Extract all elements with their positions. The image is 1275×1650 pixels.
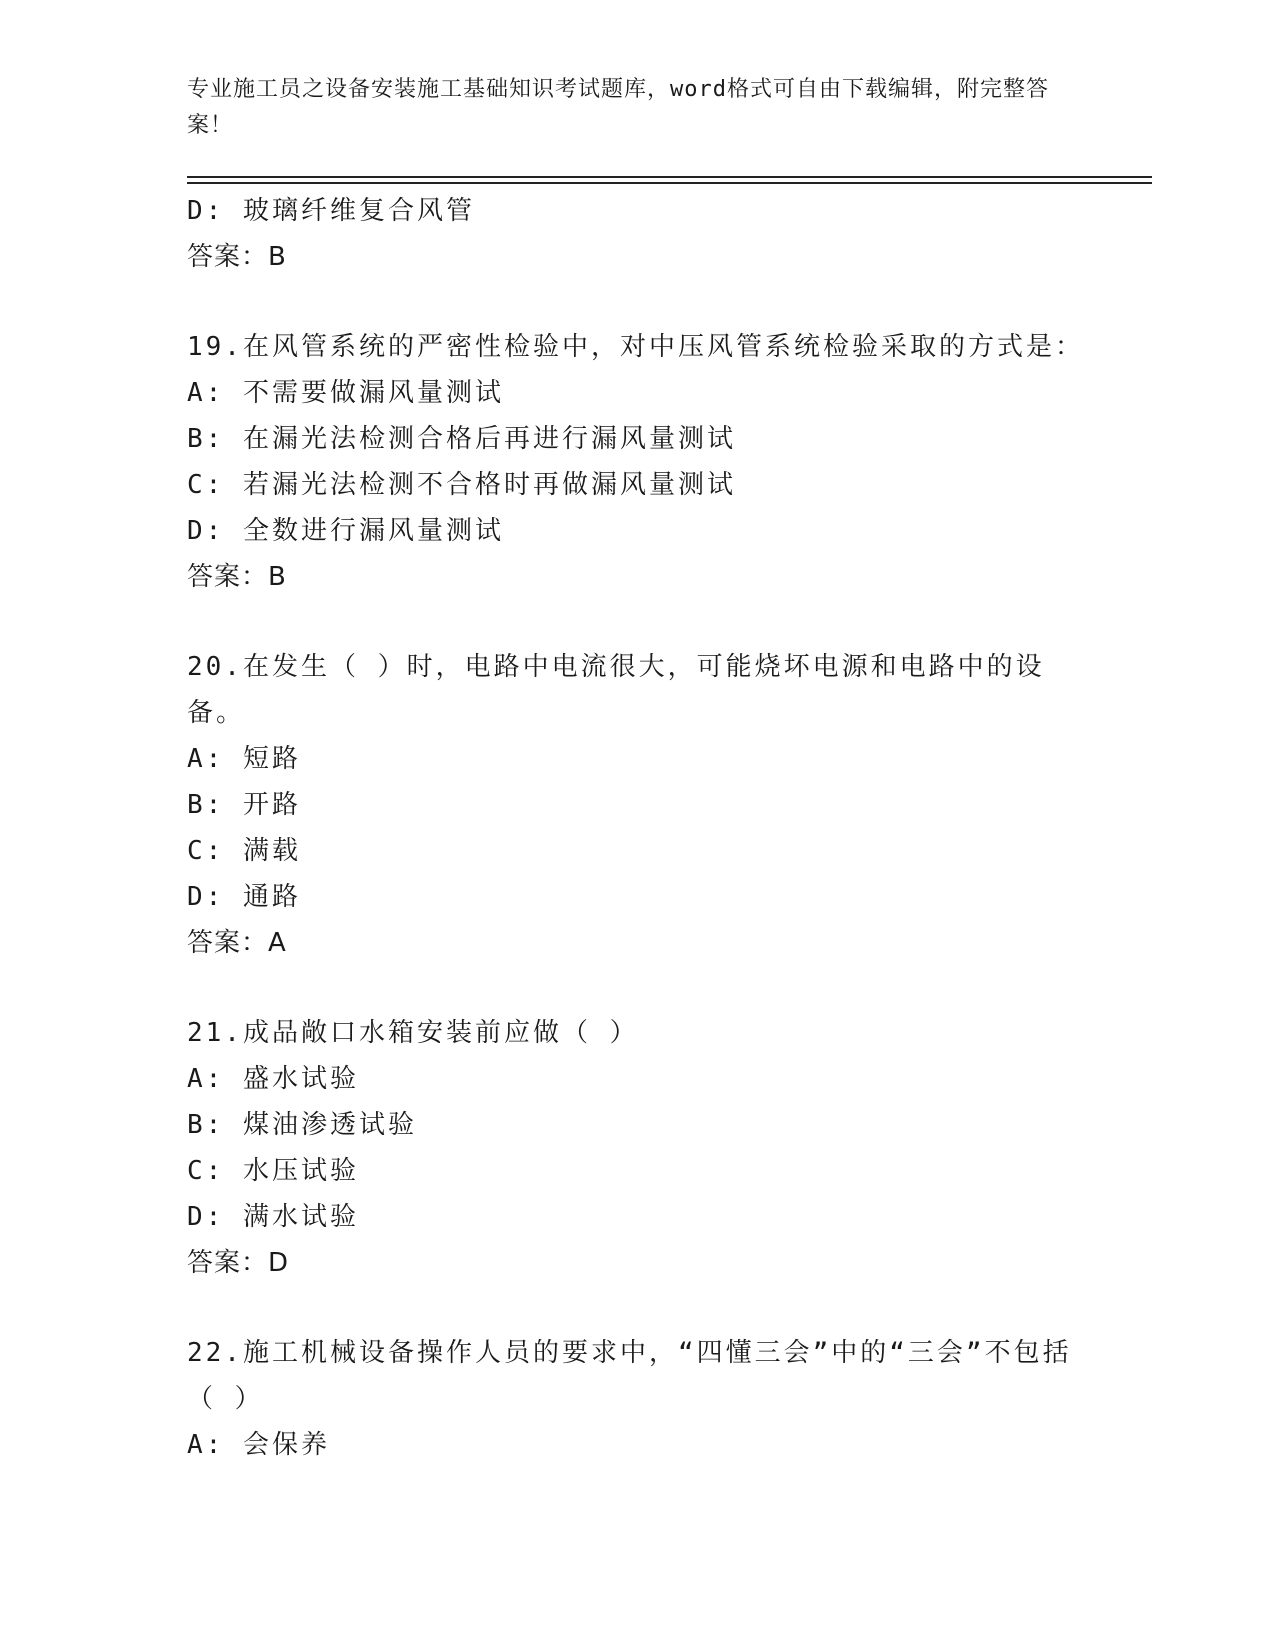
option-a: A: 盛水试验 [187, 1064, 359, 1094]
option-c: C: 若漏光法检测不合格时再做漏风量测试 [187, 470, 736, 500]
question-text: 20.在发生（ ）时，电路中电流很大，可能烧坏电源和电路中的设备。 [187, 652, 1045, 728]
header-divider-bottom [187, 182, 1152, 184]
answer: 答案：D [187, 1248, 290, 1278]
answer: 答案：B [187, 562, 287, 592]
answer: 答案：B [187, 242, 287, 272]
option-a: A: 不需要做漏风量测试 [187, 378, 504, 408]
option-b: B: 在漏光法检测合格后再进行漏风量测试 [187, 424, 736, 454]
option-d: D: 全数进行漏风量测试 [187, 516, 504, 546]
question-text: 19.在风管系统的严密性检验中，对中压风管系统检验采取的方式是： [187, 332, 1084, 362]
option-a: A: 短路 [187, 744, 301, 774]
document-header: 专业施工员之设备安装施工基础知识考试题库，word格式可自由下载编辑，附完整答案！ [187, 77, 1049, 138]
question-text: 21.成品敞口水箱安装前应做（ ） [187, 1018, 639, 1048]
question-list [187, 188, 1087, 1468]
answer: 答案：A [187, 928, 287, 958]
option-d: D: 玻璃纤维复合风管 [187, 196, 475, 226]
option-c: C: 水压试验 [187, 1156, 359, 1186]
option-c: C: 满载 [187, 836, 301, 866]
option-d: D: 通路 [187, 882, 301, 912]
option-a: A: 会保养 [187, 1430, 330, 1460]
option-b: B: 煤油渗透试验 [187, 1110, 417, 1140]
question-text: 22.施工机械设备操作人员的要求中，“四懂三会”中的“三会”不包括（ ） [187, 1338, 1072, 1414]
header-divider-top [187, 176, 1152, 178]
option-d: D: 满水试验 [187, 1202, 359, 1232]
option-b: B: 开路 [187, 790, 301, 820]
